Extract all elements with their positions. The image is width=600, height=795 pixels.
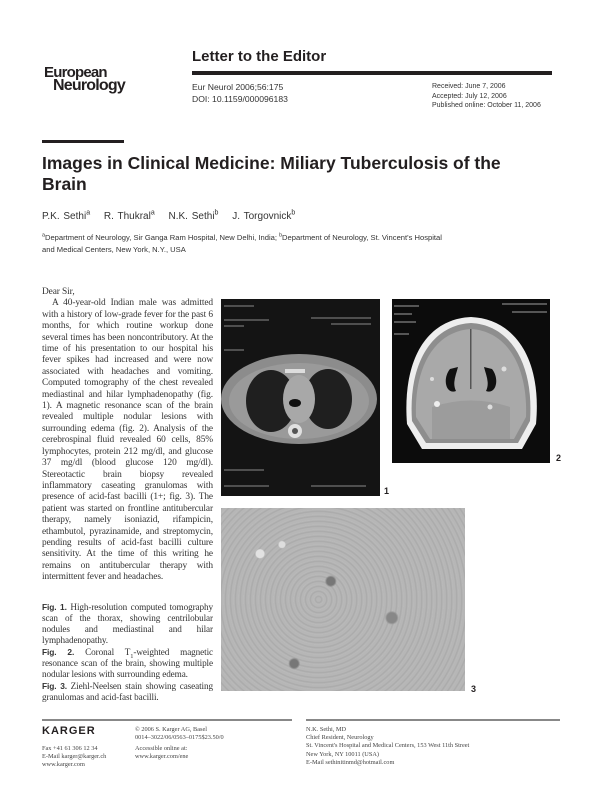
ct-scan-image <box>221 299 380 496</box>
figure-3-histology <box>221 508 465 691</box>
publisher-website[interactable]: www.karger.com <box>42 761 85 769</box>
article-title: Images in Clinical Medicine: Miliary Tuberculosis of the Brain <box>42 153 501 194</box>
author: P.K. Sethi$^a$ <box>42 209 91 222</box>
author-list <box>42 211 305 222</box>
header-rule <box>192 71 552 75</box>
salutation: Dear Sir, <box>42 287 75 297</box>
figure-1-label: 1 <box>384 486 390 496</box>
figure-2-mri-brain <box>392 299 550 463</box>
figure-1-ct-thorax <box>221 299 380 496</box>
footer-rule-left <box>42 719 292 721</box>
title-rule <box>42 140 124 143</box>
corr-email[interactable]: E-Mail sethinitinmd@hotmail.com <box>306 758 395 766</box>
correspondence <box>306 726 469 767</box>
body-paragraph: A 40-year-old Indian male was admitted with a history of low-grade fever for the past 6 months, for which routine workup done several times has been noncontributory. At the time of his presentation to our hospital his fever spikes had increased and were now associated with headaches and vomiting. Computed tomography of the chest revealed mediastinal and hilar lymphadenopathy (fig. 1). A magnetic resonance scan of the brain revealed multiple nodular lesions with surrounding edema (fig. 2). Analysis of the cerebrospinal fluid revealed 60 cells, 85% lymphocytes, protein 212 mg/dl, and glucose 37 mg/dl (blood glucose 120 mg/dl). Stereotactic brain biopsy revealed inflammatory caseating granulomas with presence of acid-fast bacilli (1+; fig. 3). The patient was started on frontline antitubercular therapy, namely isoniazid, rifampicin, ethambutol, pyrazinamide, and streptomycin, pending results of acid-fast bacilli culture sensitivity. At the time of this writing he remains on antitubercular therapy with intermittent fever and headaches. <box>42 298 213 583</box>
dates-block <box>432 82 541 111</box>
author: J. Torgovnick$^b$ <box>232 209 296 222</box>
journal-logo <box>44 66 125 92</box>
publisher-contact <box>42 745 106 770</box>
online-label: Accessible online at: <box>135 745 188 752</box>
doi[interactable]: DOI: 10.1159/000096183 <box>192 94 288 104</box>
published-date: Published online: October 11, 2006 <box>432 102 541 109</box>
caption-fig2: Fig. 2. Coronal $T_1$-weighted magnetic resonance scan of the brain, showing multiple nodular lesions with surrounding edema. <box>42 646 214 680</box>
copyright: © 2006 S. Karger AG, Basel <box>135 726 208 733</box>
received-date: Received: June 7, 2006 <box>432 83 506 90</box>
mri-image <box>392 299 550 463</box>
online-access <box>135 745 188 761</box>
left-text-column <box>42 287 213 703</box>
logo-line-2: Neurology <box>53 77 125 94</box>
citation: Eur Neurol 2006;56:175 <box>192 82 284 92</box>
citation-block <box>192 81 288 105</box>
caption-fig3: Fig. 3. Ziehl-Neelsen stain showing caseating granulomas and acid-fast bacilli. <box>42 680 213 702</box>
corr-address-1: St. Vincent's Hospital and Medical Centers, 153 West 11th Street <box>306 742 470 750</box>
corr-name: N.K. Sethi, MD <box>306 726 347 733</box>
copyright-block <box>135 726 224 742</box>
corr-address-2: New York, NY 10011 (USA) <box>306 750 379 758</box>
footer-rule-right <box>306 719 560 721</box>
figure-2-label: 2 <box>556 453 562 463</box>
figure-captions <box>42 602 213 704</box>
accepted-date: Accepted: July 12, 2006 <box>432 92 507 100</box>
figure-3-label: 3 <box>471 684 477 694</box>
publisher-email[interactable]: E-Mail karger@karger.ch <box>42 753 107 761</box>
corr-title: Chief Resident, Neurology <box>306 734 374 742</box>
caption-fig1: Fig. 1. High-resolution computed tomography scan of the thorax, showing centrilobular nodules and mediastinal and hilar lymphadenopathy. <box>42 601 214 646</box>
affiliations: $^a$Department of Neurology, Sir Ganga Ram Hospital, New Delhi, India; $^b$Department of Neurology, St. Vincent's Hospital and Medical Centers, New York, N.Y., USA <box>42 232 442 254</box>
publisher-logo: KARGER <box>42 725 96 737</box>
author: R. Thukral$^a$ <box>103 209 155 222</box>
issn: 0014–3022/06/0563–0175$23.50/0 <box>135 734 224 742</box>
online-url[interactable]: www.karger.com/ene <box>135 753 189 761</box>
logo-line-1: European <box>44 64 107 81</box>
section-label: Letter to the Editor <box>192 48 327 65</box>
letter-body <box>42 287 213 584</box>
publisher-fax: Fax +41 61 306 12 34 <box>42 745 98 752</box>
author: N.K. Sethi$^b$ <box>168 209 219 222</box>
